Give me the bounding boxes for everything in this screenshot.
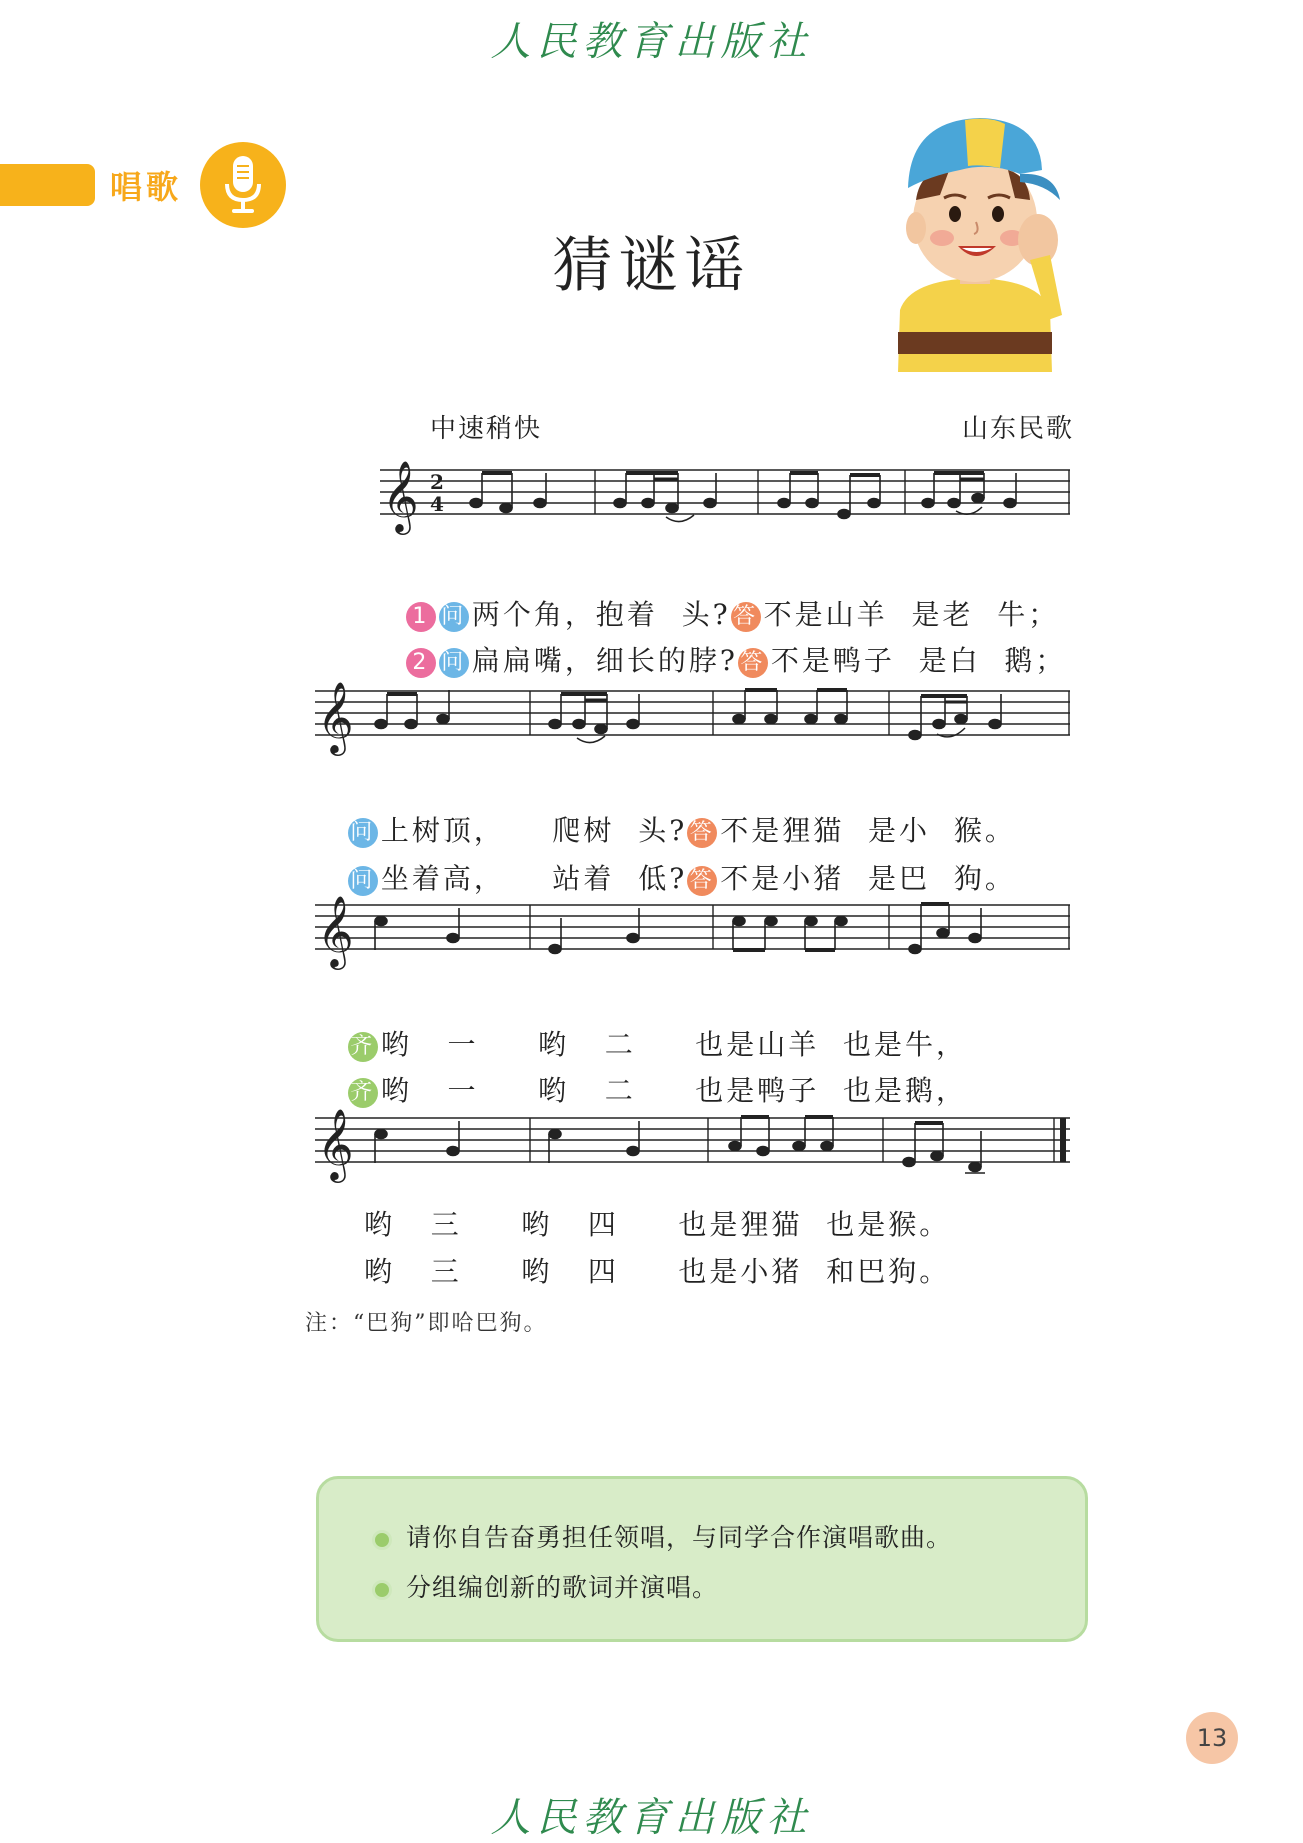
activity-item <box>372 1568 718 1604</box>
lyric-text: 哟 一 哟 二 也是鸭子 也是鹅， <box>380 1074 968 1107</box>
answer-badge: 答 <box>687 818 717 848</box>
svg-text:𝄞: 𝄞 <box>317 1107 354 1180</box>
staff-row-4 <box>315 1103 1070 1197</box>
svg-text:𝄞: 𝄞 <box>317 680 354 753</box>
header-publisher: 人民教育出版社 <box>490 19 813 65</box>
microphone-icon <box>200 142 286 228</box>
footnote: 注：“巴狗”即哈巴狗。 <box>305 1311 548 1336</box>
lyric-answer: 不是狸猫 是小 猴。 <box>720 814 1016 847</box>
footer-publisher: 人民教育出版社 <box>490 1795 813 1841</box>
verse-badge: 1 <box>406 602 436 632</box>
staff-row-2 <box>315 676 1070 770</box>
ask-badge: 问 <box>439 602 469 632</box>
lyric-answer: 不是小猪 是巴 狗。 <box>720 862 1016 895</box>
page-number: 13 <box>1186 1712 1238 1764</box>
lyric-question: 两个角，抱着 头? <box>471 598 731 631</box>
staff-row-3 <box>315 890 1070 984</box>
svg-text:𝄞: 𝄞 <box>382 459 419 532</box>
lyric-question: 扁扁嘴，细长的脖? <box>471 644 738 677</box>
tempo-marking: 中速稍快 <box>430 414 543 444</box>
lyric-question: 坐着高， 站着 低? <box>380 862 688 895</box>
svg-text:𝄞: 𝄞 <box>317 894 354 967</box>
answer-badge: 答 <box>687 866 717 896</box>
time-sig-bottom: 4 <box>430 492 444 516</box>
lyric-line-2-2 <box>324 824 1016 897</box>
answer-badge: 答 <box>731 602 761 632</box>
verse-badge: 2 <box>406 648 436 678</box>
song-title: 猜谜谣 <box>552 231 751 301</box>
activity-box <box>316 1476 1088 1642</box>
answer-badge: 答 <box>738 648 768 678</box>
lyric-answer: 不是鸭子 是白 鹅； <box>770 644 1067 677</box>
lyric-line-4-2: 哟 三 哟 四 也是小猪 和巴狗。 <box>364 1255 951 1288</box>
activity-text: 分组编创新的歌词并演唱。 <box>406 1573 719 1602</box>
bullet-icon <box>372 1530 392 1550</box>
lyric-line-1-2 <box>382 606 1066 679</box>
together-badge: 齐 <box>348 1078 378 1108</box>
lyric-text: 哟 一 哟 二 也是山羊 也是牛， <box>380 1028 968 1061</box>
activity-item <box>372 1518 952 1554</box>
staff-row-1 <box>380 455 1070 559</box>
activity-text: 请你自告奋勇担任领唱，与同学合作演唱歌曲。 <box>406 1523 953 1552</box>
together-badge: 齐 <box>348 1032 378 1062</box>
boy-illustration <box>880 110 1070 384</box>
section-label: 唱歌 <box>110 168 183 206</box>
lyric-line-4-1: 哟 三 哟 四 也是狸猫 也是猴。 <box>364 1208 951 1241</box>
ask-badge: 问 <box>348 818 378 848</box>
ask-badge: 问 <box>439 648 469 678</box>
time-sig-top: 2 <box>430 470 444 494</box>
section-tab-bar <box>0 164 95 206</box>
ask-badge: 问 <box>348 866 378 896</box>
song-origin: 山东民歌 <box>962 414 1075 444</box>
lyric-question: 上树顶， 爬树 头? <box>380 814 688 847</box>
lyric-line-3-2 <box>324 1036 967 1109</box>
lyric-answer: 不是山羊 是老 牛； <box>763 598 1060 631</box>
bullet-icon <box>372 1580 392 1600</box>
